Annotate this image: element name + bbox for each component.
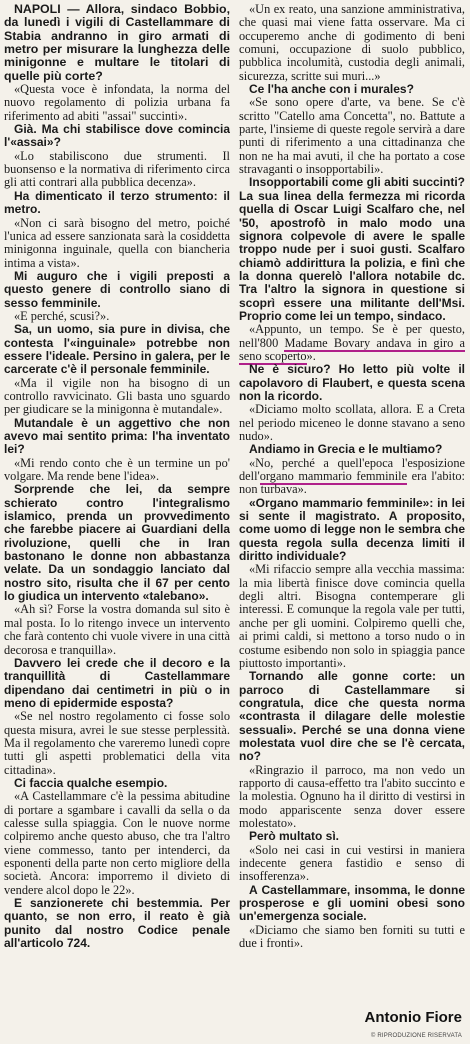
question-paragraph: Sa, un uomo, sia pure in divisa, che contesta l'«inguinale» potrebbe non essere l'ideale. Persino in galera, per le carcerate c'è il personale femminile. bbox=[4, 322, 230, 377]
right-column bbox=[239, 3, 465, 1033]
question-paragraph: Sorprende che lei, da sempre schierato contro l'integralismo islamico, prenda un provvedimento che farebbe piacere ai Guardiani della rivoluzione, quelli che in Iran bastonano le donne non abbastanza velate. Da un sondaggio lanciato dal nostro sito, risulta che il 67 per cento lo giudica un intervento «talebano». bbox=[4, 482, 230, 604]
lead-question: — Allora, sindaco Bobbio, da lunedì i vigili di Castellammare di Stabia andranno in giro armati di metro per misurare la lunghezza delle minigonne e multare le titolari di quelle più corte? bbox=[4, 3, 230, 83]
answer-paragraph: «Ah sì? Forse la vostra domanda sul sito è mal posta. Io lo ritengo invece un intervento che farà contento chi vuole vivere in una città decorosa e tranquilla». bbox=[4, 602, 230, 657]
answer-paragraph bbox=[239, 457, 465, 497]
author-signature: Antonio Fiore bbox=[364, 1009, 462, 1026]
answer-text: «Appunto, un tempo. Se è per questo, nell'800 bbox=[239, 322, 465, 350]
question-paragraph: Mi auguro che i vigili preposti a questo genere di controllo siano di sesso femminile. bbox=[4, 268, 230, 310]
answer-paragraph: «Mi rifaccio sempre alla vecchia massima: la mia libertà finisce dove comincia quella degli altri. Bisogna contemperare gli interessi. E comunque la regola vale per tutti, anche per gli uomini. Colpiremo quelli che, ai primi caldi, si mettono a torso nudo o in costume esibendo non solo in spiaggia pance piuttosto importanti». bbox=[239, 562, 465, 670]
highlighted-phrase: organo mammario femminile bbox=[259, 469, 408, 484]
answer-text: era l'abito: non turbava». bbox=[239, 469, 465, 497]
question-paragraph: Mutandale è un aggettivo che non avevo mai sentito prima: l'ha inventato lei? bbox=[4, 415, 230, 457]
question-paragraph: E sanzionerete chi bestemmia. Per quanto, se non erro, il reato è già punito dal nostro Codice penale all'articolo 724. bbox=[4, 896, 230, 951]
answer-paragraph: «Solo nei casi in cui vestirsi in maniera indecente genera fastidio e senso di insofferenza». bbox=[239, 842, 465, 884]
answer-paragraph: «Lo stabiliscono due strumenti. Il buonsenso e la normativa di riferimento circa gli atti contrari alla pubblica decenza». bbox=[4, 148, 230, 190]
question-paragraph: Andiamo in Grecia e le multiamo? bbox=[249, 442, 443, 457]
copyright-notice: © RIPRODUZIONE RISERVATA bbox=[370, 1033, 462, 1039]
question-paragraph: Ne è sicuro? Ho letto più volte il capolavoro di Flaubert, e questa scena non la ricordo. bbox=[239, 362, 465, 403]
answer-paragraph: «Un ex reato, una sanzione amministrativa, che quasi mai viene fatta osservare. Ma ci occuperemo anche di godimento di beni comuni, occupazione di suolo pubblico, pubblica incolumità, custodia degli animali, sicurezza, scritte sui muri...» bbox=[239, 3, 465, 83]
answer-paragraph: «Se nel nostro regolamento ci fosse solo questa misura, avrei le sue stesse perplessità. Ma il regolamento che vareremo lunedì copre tutti gli aspetti problematici della vita cittadina». bbox=[4, 709, 230, 777]
answer-paragraph bbox=[239, 323, 465, 363]
left-column bbox=[4, 3, 230, 1033]
answer-paragraph: «Non ci sarà bisogno del metro, poiché l'unica ad essere sanzionata sarà la cosiddetta minigonna inguinale, quella con biancheria intima a vista». bbox=[4, 215, 230, 270]
answer-paragraph: «Mi rendo conto che è un termine un po' volgare. Ma rende bene l'idea». bbox=[4, 455, 230, 484]
answer-paragraph: «Ma il vigile non ha bisogno di un controllo ravvicinato. Gli basta uno sguardo per giudicare se la minigonna è mutandale». bbox=[4, 375, 230, 417]
question-paragraph: Ci faccia qualche esempio. bbox=[14, 775, 168, 790]
answer-text: ». bbox=[306, 348, 316, 363]
answer-paragraph: «Ringrazio il parroco, ma non vedo un rapporto di causa-effetto tra l'abito succinto e la molestia. Ognuno ha il diritto di vestirsi in modo appariscente senza dover essere molestato». bbox=[239, 762, 465, 830]
question-paragraph: A Castellammare, insomma, le donne prosperose e gli uomini obesi sono un'emergenza sociale. bbox=[239, 882, 465, 924]
dateline: NAPOLI bbox=[14, 3, 61, 16]
answer-paragraph: «Diciamo che siamo ben forniti su tutti e due i fronti». bbox=[239, 922, 465, 951]
answer-paragraph: «Diciamo molto scollata, allora. E a Creta nel periodo miceneo le donne stavano a seno nudo». bbox=[239, 402, 465, 443]
question-paragraph: Davvero lei crede che il decoro e la tranquillità di Castellammare dipendano dai centimetri in più o in meno di epidermide esposta? bbox=[4, 655, 230, 710]
question-paragraph: Tornando alle gonne corte: un parroco di Castellammare si congratula, dice che questa norma «contrasta il dilagare delle molestie sessuali». Perché se una donna viene molestata vuol dire che se l'è cercata, no? bbox=[239, 669, 465, 764]
question-paragraph: Però multato sì. bbox=[249, 829, 340, 844]
question-paragraph: Ha dimenticato il terzo strumento: il metro. bbox=[4, 188, 230, 217]
answer-paragraph: «E perché, scusi?». bbox=[14, 308, 110, 323]
question-paragraph: Insopportabili come gli abiti succinti? La sua linea della fermezza mi ricorda quella di Oscar Luigi Scalfaro che, nel '50, apostrofò in malo modo una signora colpevole di avere le spalle troppo nude per i suoi gusti. Scalfaro chiamò addirittura la polizia, e finì che la donna querelò l'allora notabile dc. Tra l'altro la signora in questione si scoprì essere una militante dell'Msi. Proprio come lei un tempo, sindaco. bbox=[239, 175, 465, 323]
answer-paragraph: «Se sono opere d'arte, va bene. Se c'è scritto "Catello ama Concetta", no. Battute a parte, l'insieme di queste regole servirà a dare punti di riferimento a una cittadinanza che non ne ha mai avuti, il che ha portato a cose stravaganti o insopportabili». bbox=[239, 95, 465, 177]
answer-paragraph: «Questa voce è infondata, la norma del nuovo regolamento di polizia urbana fa riferimento ad abiti "assai" succinti». bbox=[4, 82, 230, 123]
answer-paragraph: «A Castellammare c'è la pessima abitudine di portare a sgambare i cavalli da sella o da calesse sulla spiaggia. Con le nuove norme colpiremo anche questo abuso, che tra l'altro viene commesso, tanto per intenderci, da esponenti della parte non certo migliore della società. Ancora: imporremo il divieto di vendere alcol dopo le 22». bbox=[4, 789, 230, 897]
lead-paragraph bbox=[4, 3, 230, 83]
article-columns bbox=[4, 3, 466, 1033]
answer-text: «No, perché a quell'epoca l'esposizione dell' bbox=[239, 455, 465, 484]
question-paragraph: Ce l'ha anche con i murales? bbox=[249, 82, 414, 97]
question-paragraph: Già. Ma chi stabilisce dove comincia l'«assai»? bbox=[4, 122, 230, 150]
question-paragraph: «Organo mammario femminile»: in lei si sente il magistrato. A proposito, come uomo di legge non le sembra che questa regola sulla decenza limiti il diritto individuale? bbox=[239, 495, 465, 564]
highlighted-phrase: Madame Bovary andava in giro a seno scoperto bbox=[239, 335, 465, 363]
